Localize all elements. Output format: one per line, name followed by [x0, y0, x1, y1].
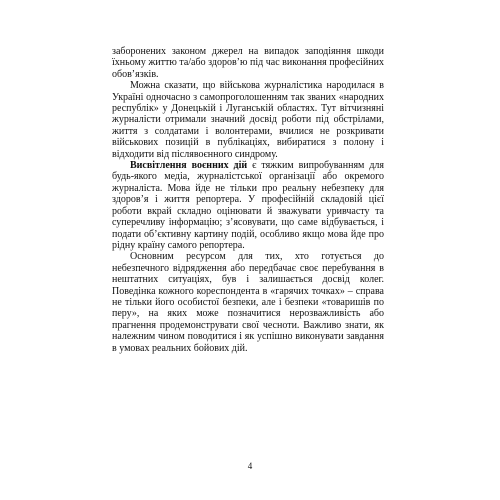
paragraph-military-journalism: [112, 80, 384, 160]
bold-lead-term: Висвітлення воєнних дій: [130, 160, 248, 172]
body-text: [112, 46, 384, 354]
paragraph-text: Основним ресурсом для тих, хто готується до небезпечного відрядження або передбачає своє перебування в нештатних ситуаціях, був і залишається досвід колег. Поведінка кожного кореспондента в «гарячих точках» – справа не тільки його особистої безпеки, але і безпеки «товаришів по перу», на яких може позначитися нерозважливість або прагнення продемонструвати свої чесноти. Важливо знати, як належним чином поводитися і як успішно виконувати завдання в умовах реальних бойових дій.: [112, 251, 384, 354]
paragraph-colleague-experience: [112, 251, 384, 354]
paragraph-continued: [112, 46, 384, 80]
paragraph-text: заборонених законом джерел на випадок заподіяння шкоди їхньому життю та/або здоров’ю під час виконання професійних обов’язків.: [112, 46, 384, 80]
page-number: 4: [247, 461, 253, 471]
paragraph-war-coverage: [112, 160, 384, 251]
paragraph-text: Можна сказати, що військова журналістика народилася в Україні одночасно з самопроголошенням так званих «народних республік» у Донецькій і Луганській областях. Тут вітчизняні журналісти отримали значний досвід роботи під обстрілами, життя з солдатами і волонтерами, вчилися не розкривати військових позицій в публікаціях, вибиратися з полону і відходити від післявоєнного синдрому.: [112, 80, 384, 160]
paragraph-text: є тяжким випробуванням для будь-якого медіа, журналістської організації або окремого журналіста. Мова йде не тільки про реальну небезпеку для здоров’я і життя репортера. У професійній складовій цієї роботи вкрай складно оцінювати й зважувати уривчасту та суперечливу інформацію; з’ясовувати, що саме відбувається, і подати об’єктивну картину подій, особливо якщо мова йде про рідну країну самого репортера.: [112, 160, 384, 251]
